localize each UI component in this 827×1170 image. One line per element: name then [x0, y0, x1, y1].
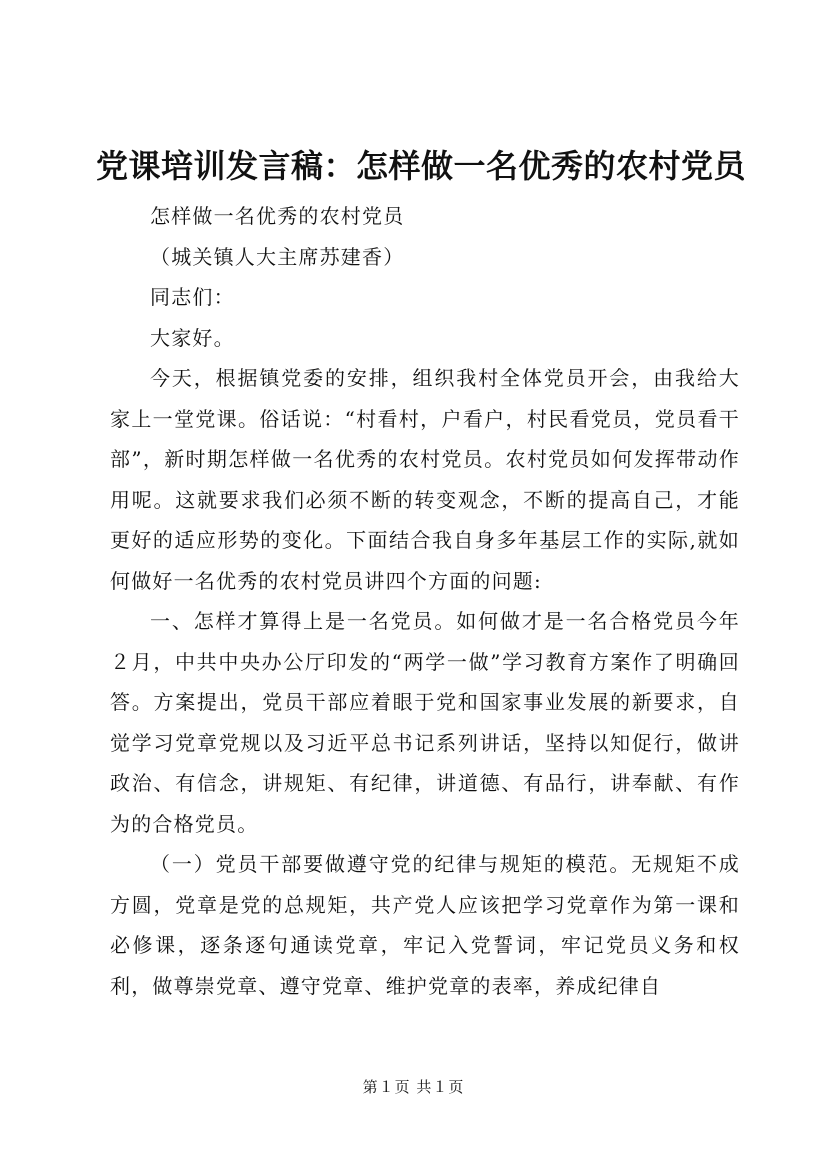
author-paragraph: （城关镇人大主席苏建香）: [150, 244, 405, 269]
section-one-paragraph: 一、怎样才算得上是一名党员。如何做才是一名合格党员今年２月，中共中央办公厅印发的“两学一做”学习教育方案作了明确回答。方案提出，党员干部应着眼于党和国家事业发展的新要求，自觉学习党章党规以及习近平总书记系列讲话，坚持以知促行，做讲政治、有信念，讲规矩、有纪律，讲道德、有品行，讲奉献、有作为的合格党员。: [110, 609, 740, 836]
document-body: [110, 196, 740, 1006]
subtitle-paragraph: 怎样做一名优秀的农村党员: [150, 204, 405, 228]
subsection-one-paragraph: （一）党员干部要做遵守党的纪律与规矩的模范。无规矩不成方圆，党章是党的总规矩，共产党人应该把学习党章作为第一课和必修课，逐条逐句通读党章，牢记入党誓词，牢记党员义务和权利，做尊崇党章、遵守党章、维护党章的表率，养成纪律自: [110, 852, 740, 998]
document-title: 党课培训发言稿：怎样做一名优秀的农村党员: [96, 147, 747, 185]
page-number-footer: 第１页 共１页: [362, 1078, 465, 1096]
salutation-paragraph: 同志们：: [150, 285, 235, 309]
intro-paragraph: 今天，根据镇党委的安排，组织我村全体党员开会，由我给大家上一堂党课。俗话说：“村看村，户看户，村民看党员，党员看干部”，新时期怎样做一名优秀的农村党员。农村党员如何发挥带动作用呢。这就要求我们必须不断的转变观念，不断的提高自己，才能更好的适应形势的变化。下面结合我自身多年基层工作的实际,就如何做好一名优秀的农村党员讲四个方面的问题:: [110, 366, 740, 593]
greeting-paragraph: 大家好。: [150, 325, 235, 350]
